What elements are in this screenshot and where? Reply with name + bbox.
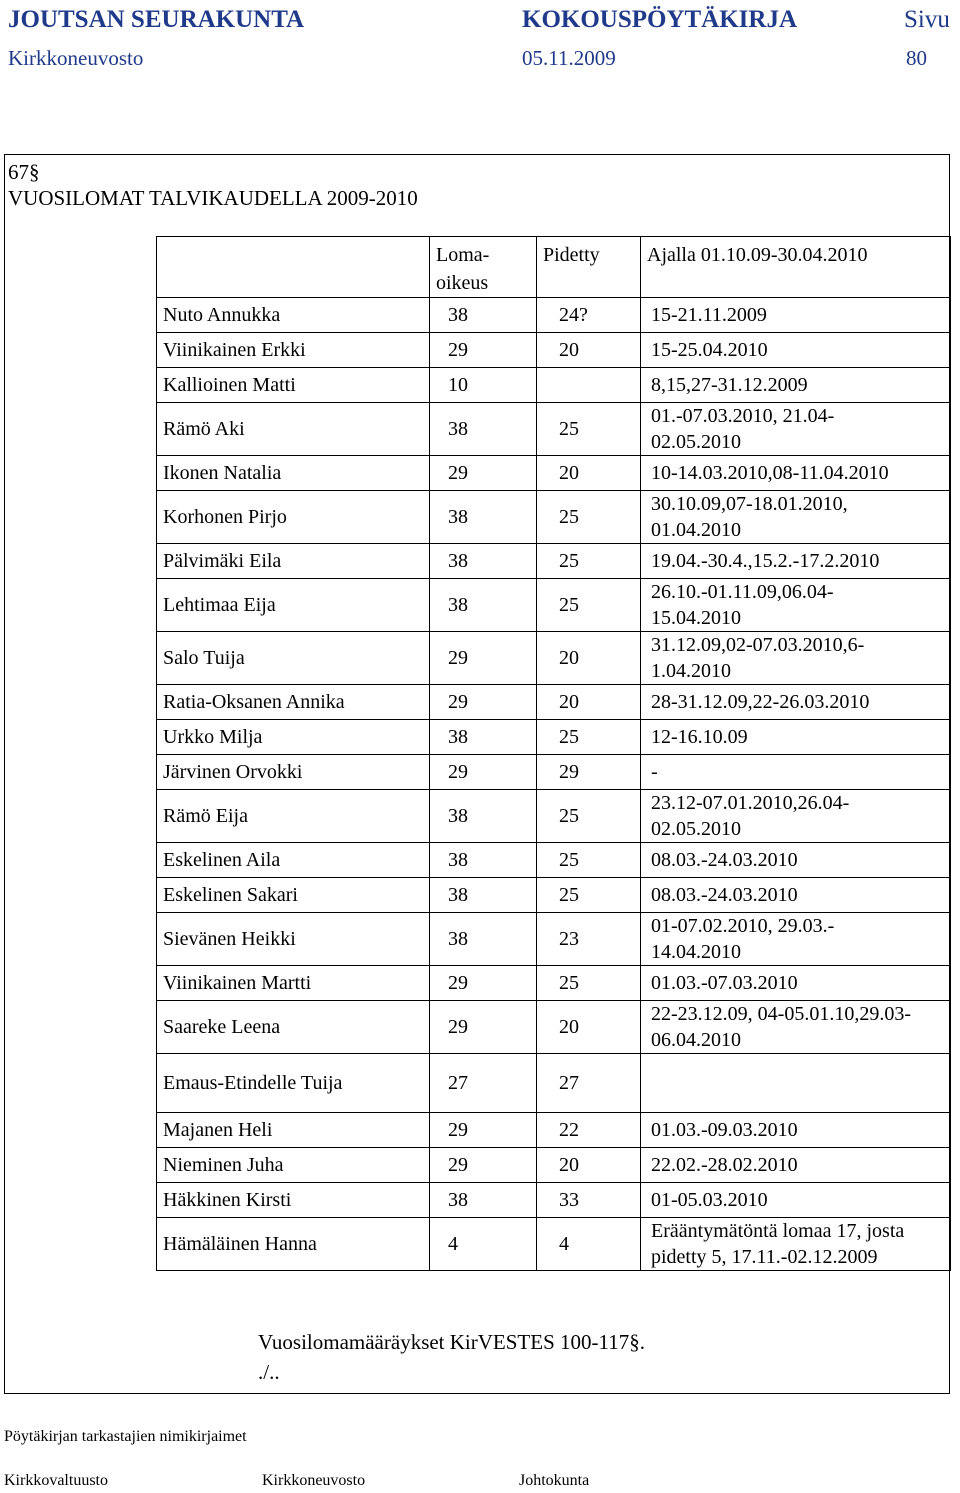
vacation-entitlement: 38 <box>430 298 537 333</box>
vacation-dates: 15-25.04.2010 <box>641 333 951 368</box>
vacation-entitlement: 38 <box>430 403 537 456</box>
vacation-dates: 01.-07.03.2010, 21.04- 02.05.2010 <box>641 403 951 456</box>
vacation-dates: 31.12.09,02-07.03.2010,6- 1.04.2010 <box>641 632 951 685</box>
footer-board: Kirkkoneuvosto <box>262 1472 366 1489</box>
vacation-dates: 15-21.11.2009 <box>641 298 951 333</box>
page-label: Sivu <box>904 6 950 33</box>
employee-name: Rämö Eija <box>157 790 430 843</box>
vacation-entitlement: 29 <box>430 456 537 491</box>
continuation-mark: ./.. <box>258 1360 280 1384</box>
table-row <box>157 1001 951 1054</box>
regulation-note: Vuosilomamääräykset KirVESTES 100-117§. <box>258 1330 645 1354</box>
days-taken: 20 <box>537 1148 641 1183</box>
table-row <box>157 878 951 913</box>
vacation-entitlement: 38 <box>430 544 537 579</box>
vacation-dates: 01-07.02.2010, 29.03.- 14.04.2010 <box>641 913 951 966</box>
footer-committee: Johtokunta <box>519 1472 590 1489</box>
table-row <box>157 298 951 333</box>
employee-name: Nieminen Juha <box>157 1148 430 1183</box>
days-taken: 20 <box>537 685 641 720</box>
days-taken: 25 <box>537 720 641 755</box>
vacation-entitlement: 29 <box>430 1113 537 1148</box>
table-row <box>157 966 951 1001</box>
vacation-entitlement: 29 <box>430 1148 537 1183</box>
vacation-dates: 01.03.-09.03.2010 <box>641 1113 951 1148</box>
days-taken: 27 <box>537 1054 641 1113</box>
employee-name: Emaus-Etindelle Tuija <box>157 1054 430 1113</box>
vacation-entitlement: 4 <box>430 1218 537 1271</box>
vacation-entitlement: 38 <box>430 720 537 755</box>
vacation-dates: 8,15,27-31.12.2009 <box>641 368 951 403</box>
table-row <box>157 1183 951 1218</box>
employee-name: Pälvimäki Eila <box>157 544 430 579</box>
days-taken <box>537 368 641 403</box>
vacation-dates: 12-16.10.09 <box>641 720 951 755</box>
page-number: 80 <box>906 46 927 70</box>
table-row <box>157 685 951 720</box>
table-row <box>157 1113 951 1148</box>
vacation-entitlement: 29 <box>430 1001 537 1054</box>
table-row <box>157 755 951 790</box>
employee-name: Järvinen Orvokki <box>157 755 430 790</box>
table-row <box>157 632 951 685</box>
column-header <box>157 237 430 298</box>
vacation-entitlement: 38 <box>430 843 537 878</box>
footer-council: Kirkkovaltuusto <box>4 1472 108 1489</box>
table-row <box>157 1148 951 1183</box>
employee-name: Kallioinen Matti <box>157 368 430 403</box>
vacation-dates: 22-23.12.09, 04-05.01.10,29.03- 06.04.2010 <box>641 1001 951 1054</box>
table-row <box>157 1218 951 1271</box>
employee-name: Häkkinen Kirsti <box>157 1183 430 1218</box>
vacation-entitlement: 27 <box>430 1054 537 1113</box>
vacation-dates: 08.03.-24.03.2010 <box>641 878 951 913</box>
examiner-initials-label: Pöytäkirjan tarkastajien nimikirjaimet <box>4 1428 247 1445</box>
vacation-entitlement: 38 <box>430 491 537 544</box>
employee-name: Salo Tuija <box>157 632 430 685</box>
table-row <box>157 720 951 755</box>
column-header: Loma- oikeus <box>430 237 537 298</box>
days-taken: 20 <box>537 333 641 368</box>
table-row <box>157 456 951 491</box>
employee-name: Rämö Aki <box>157 403 430 456</box>
days-taken: 33 <box>537 1183 641 1218</box>
vacation-entitlement: 38 <box>430 790 537 843</box>
vacation-dates: 26.10.-01.11.09,06.04- 15.04.2010 <box>641 579 951 632</box>
days-taken: 23 <box>537 913 641 966</box>
employee-name: Saareke Leena <box>157 1001 430 1054</box>
vacation-dates: 01.03.-07.03.2010 <box>641 966 951 1001</box>
vacation-entitlement: 10 <box>430 368 537 403</box>
table-row <box>157 579 951 632</box>
document-type: KOKOUSPÖYTÄKIRJA <box>522 6 798 33</box>
vacation-dates: - <box>641 755 951 790</box>
days-taken: 25 <box>537 790 641 843</box>
column-header: Pidetty <box>537 237 641 298</box>
employee-name: Hämäläinen Hanna <box>157 1218 430 1271</box>
days-taken: 25 <box>537 403 641 456</box>
days-taken: 20 <box>537 1001 641 1054</box>
days-taken: 4 <box>537 1218 641 1271</box>
employee-name: Eskelinen Aila <box>157 843 430 878</box>
table-row <box>157 368 951 403</box>
vacation-dates: 28-31.12.09,22-26.03.2010 <box>641 685 951 720</box>
table-row <box>157 913 951 966</box>
employee-name: Lehtimaa Eija <box>157 579 430 632</box>
employee-name: Viinikainen Erkki <box>157 333 430 368</box>
employee-name: Sievänen Heikki <box>157 913 430 966</box>
table-row <box>157 1054 951 1113</box>
vacation-dates: 01-05.03.2010 <box>641 1183 951 1218</box>
days-taken: 24? <box>537 298 641 333</box>
employee-name: Korhonen Pirjo <box>157 491 430 544</box>
table-row <box>157 403 951 456</box>
vacation-dates: 22.02.-28.02.2010 <box>641 1148 951 1183</box>
vacation-table <box>156 236 951 1271</box>
vacation-dates: 23.12-07.01.2010,26.04- 02.05.2010 <box>641 790 951 843</box>
org-name: JOUTSAN SEURAKUNTA <box>8 6 305 33</box>
employee-name: Ikonen Natalia <box>157 456 430 491</box>
vacation-dates: 30.10.09,07-18.01.2010, 01.04.2010 <box>641 491 951 544</box>
employee-name: Ratia-Oksanen Annika <box>157 685 430 720</box>
days-taken: 25 <box>537 843 641 878</box>
employee-name: Majanen Heli <box>157 1113 430 1148</box>
vacation-entitlement: 29 <box>430 966 537 1001</box>
table-row <box>157 790 951 843</box>
days-taken: 25 <box>537 579 641 632</box>
vacation-dates <box>641 1054 951 1113</box>
vacation-entitlement: 38 <box>430 878 537 913</box>
vacation-dates: 19.04.-30.4.,15.2.-17.2.2010 <box>641 544 951 579</box>
vacation-entitlement: 29 <box>430 632 537 685</box>
days-taken: 22 <box>537 1113 641 1148</box>
column-header: Ajalla 01.10.09-30.04.2010 <box>641 237 951 298</box>
table-header-row <box>157 237 951 298</box>
days-taken: 25 <box>537 966 641 1001</box>
days-taken: 25 <box>537 878 641 913</box>
table-row <box>157 333 951 368</box>
vacation-entitlement: 29 <box>430 333 537 368</box>
vacation-dates: 08.03.-24.03.2010 <box>641 843 951 878</box>
table-row <box>157 491 951 544</box>
employee-name: Urkko Milja <box>157 720 430 755</box>
employee-name: Eskelinen Sakari <box>157 878 430 913</box>
days-taken: 20 <box>537 632 641 685</box>
vacation-entitlement: 29 <box>430 755 537 790</box>
section-title: VUOSILOMAT TALVIKAUDELLA 2009-2010 <box>8 186 418 210</box>
vacation-dates: Erääntymätöntä lomaa 17, josta pidetty 5, 17.11.-02.12.2009 <box>641 1218 951 1271</box>
vacation-entitlement: 29 <box>430 685 537 720</box>
vacation-entitlement: 38 <box>430 1183 537 1218</box>
employee-name: Nuto Annukka <box>157 298 430 333</box>
meeting-body: Kirkkoneuvosto <box>8 46 144 70</box>
days-taken: 29 <box>537 755 641 790</box>
vacation-entitlement: 38 <box>430 579 537 632</box>
days-taken: 20 <box>537 456 641 491</box>
days-taken: 25 <box>537 544 641 579</box>
days-taken: 25 <box>537 491 641 544</box>
table-row <box>157 544 951 579</box>
vacation-dates: 10-14.03.2010,08-11.04.2010 <box>641 456 951 491</box>
employee-name: Viinikainen Martti <box>157 966 430 1001</box>
meeting-date: 05.11.2009 <box>522 46 616 70</box>
vacation-entitlement: 38 <box>430 913 537 966</box>
table-row <box>157 843 951 878</box>
section-number: 67§ <box>8 160 40 184</box>
